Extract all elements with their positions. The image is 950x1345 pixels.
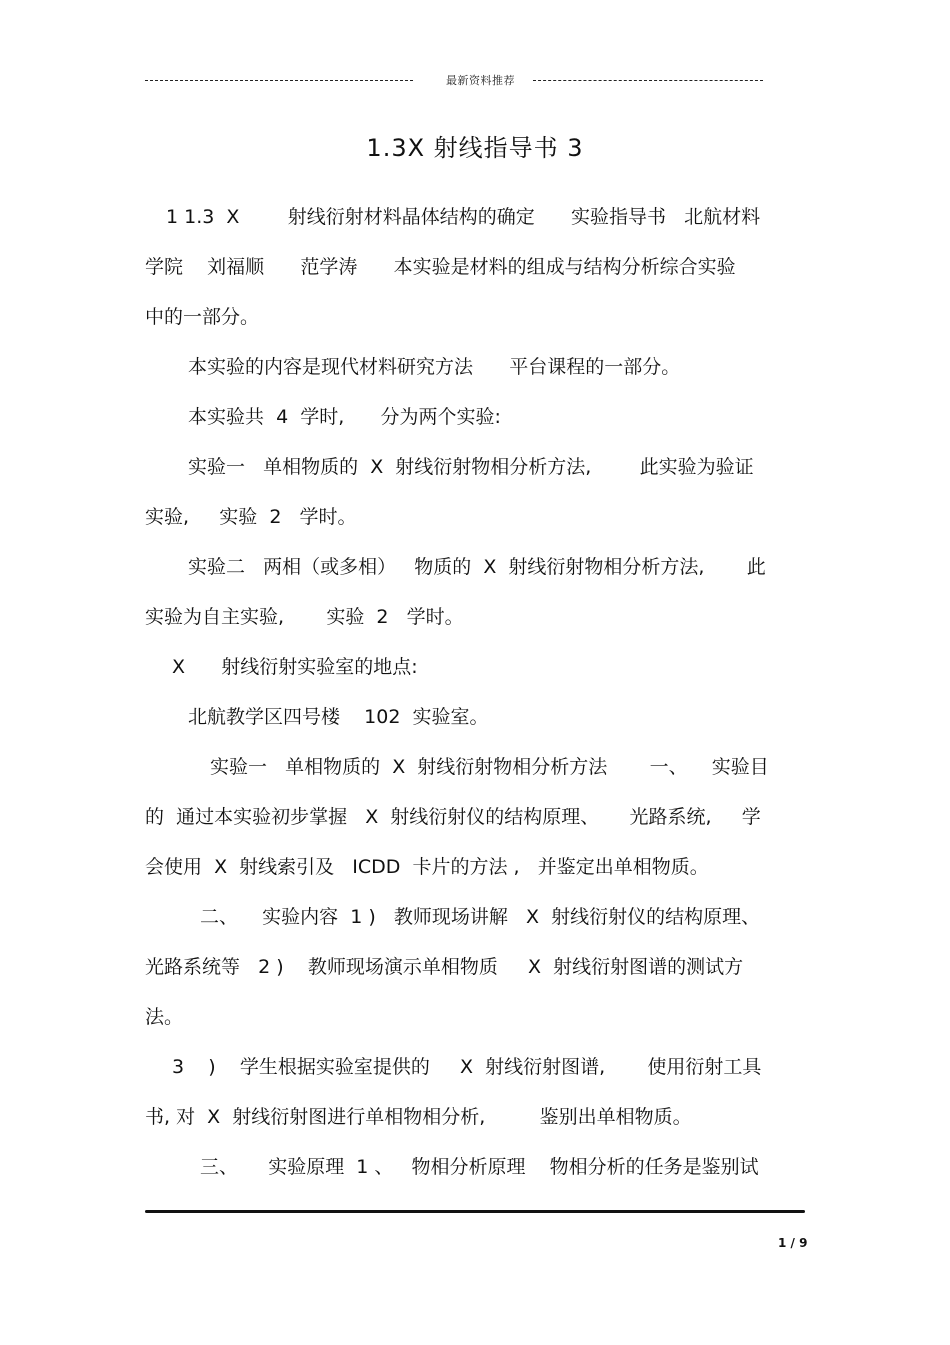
body-line-11: 北航教学区四号楼 102 实验室。	[188, 706, 489, 728]
body-line-6: 实验一 单相物质的 X 射线衍射物相分析方法, 此实验为验证	[188, 456, 754, 478]
page-number: 1 / 9	[778, 1236, 808, 1250]
body-line-3: 中的一部分。	[145, 306, 260, 328]
body-line-7: 实验, 实验 2 学时。	[145, 506, 357, 528]
body-line-19: 书, 对 X 射线衍射图进行单相物相分析, 鉴别出单相物质。	[145, 1106, 692, 1128]
document-title: 1.3X 射线指导书 3	[366, 134, 584, 162]
footer-rule	[145, 1210, 805, 1213]
body-line-14: 会使用 X 射线索引及 ICDD 卡片的方法 , 并鉴定出单相物质。	[145, 856, 709, 878]
body-line-8: 实验二 两相（或多相） 物质的 X 射线衍射物相分析方法, 此	[188, 556, 766, 578]
body-line-13: 的 通过本实验初步掌握 X 射线衍射仪的结构原理、 光路系统, 学	[145, 806, 761, 828]
body-line-1: 1 1.3 X 射线衍射材料晶体结构的确定 实验指导书 北航材料	[166, 206, 761, 228]
body-line-10: X 射线衍射实验室的地点:	[172, 656, 418, 678]
header-dashes-left	[145, 80, 413, 81]
body-line-18: 3 ) 学生根据实验室提供的 X 射线衍射图谱, 使用衍射工具	[172, 1056, 762, 1078]
body-line-2: 学院 刘福顺 范学涛 本实验是材料的组成与结构分析综合实验	[145, 256, 736, 278]
body-line-17: 法。	[145, 1006, 184, 1028]
body-line-16: 光路系统等 2 ) 教师现场演示单相物质 X 射线衍射图谱的测试方	[145, 956, 744, 978]
body-line-5: 本实验共 4 学时, 分为两个实验:	[188, 406, 501, 428]
body-line-9: 实验为自主实验, 实验 2 学时。	[145, 606, 464, 628]
header-label: 最新资料推荐	[446, 74, 515, 87]
body-line-15: 二、 实验内容 1 ) 教师现场讲解 X 射线衍射仪的结构原理、	[200, 906, 761, 928]
body-line-12: 实验一 单相物质的 X 射线衍射物相分析方法 一、 实验目	[210, 756, 769, 778]
body-line-20: 三、 实验原理 1 、 物相分析原理 物相分析的任务是鉴别试	[200, 1156, 759, 1178]
header-dashes-right	[533, 80, 763, 81]
body-line-4: 本实验的内容是现代材料研究方法 平台课程的一部分。	[188, 356, 681, 378]
